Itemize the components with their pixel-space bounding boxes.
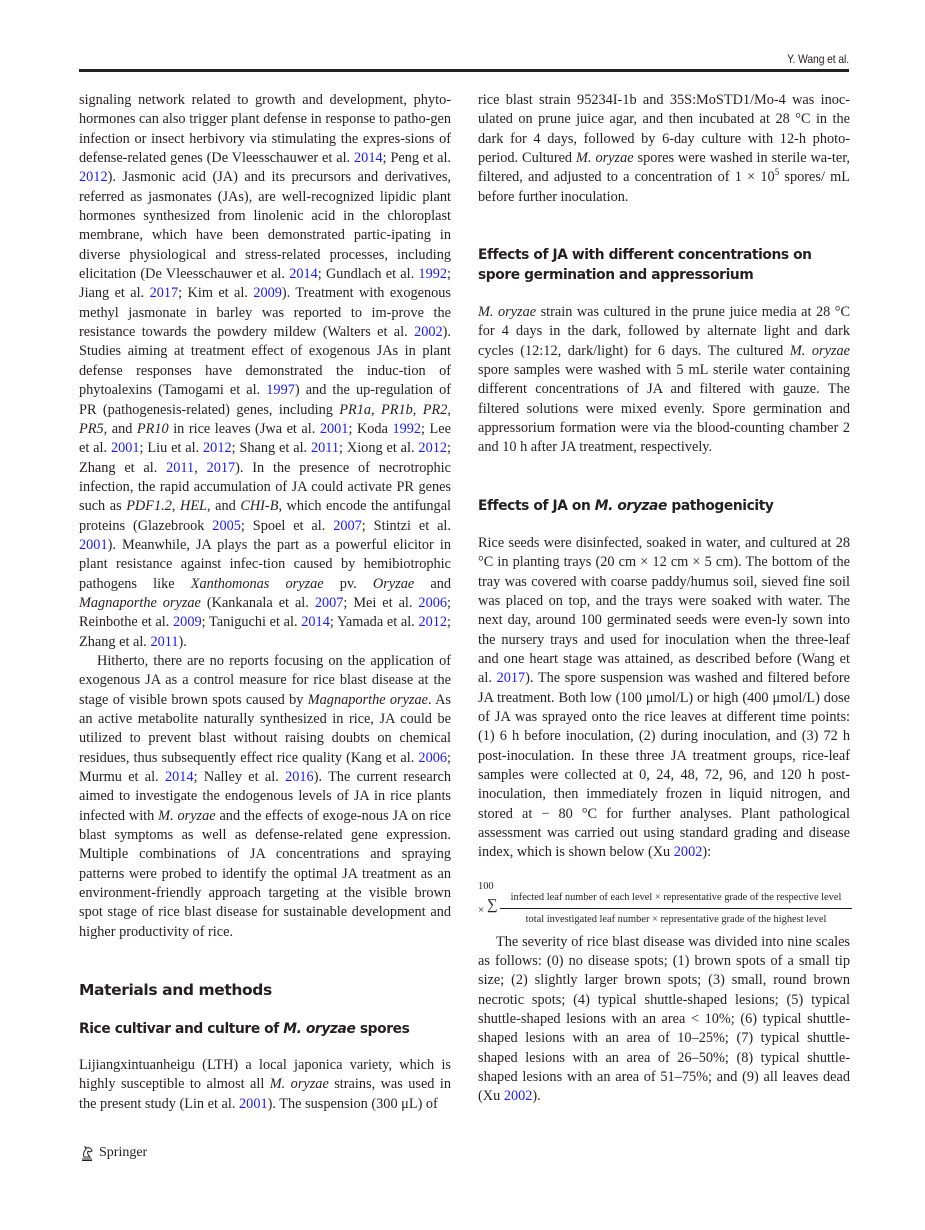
citation-link[interactable]: 2014: [165, 769, 194, 786]
italic-term: M. oryzae: [269, 1076, 329, 1093]
citation-link[interactable]: 1997: [266, 382, 295, 399]
citation-link[interactable]: 2012: [418, 614, 448, 631]
formula-multiplier: 100: [478, 880, 494, 892]
italic-term: HEL: [180, 498, 208, 515]
formula-sigma: ∑: [487, 896, 498, 913]
page-footer: [80, 1145, 147, 1161]
citation-link[interactable]: 2001: [239, 1095, 268, 1112]
italic-term: M. oryzae: [789, 342, 850, 359]
italic-term: PR5: [79, 420, 104, 437]
citation-link[interactable]: 1992: [418, 266, 448, 283]
italic-term: Magnaporthe oryzae: [307, 691, 428, 708]
citation-link[interactable]: 2001: [110, 440, 140, 457]
italic-term: PR1a: [339, 401, 372, 418]
citation-link[interactable]: 2007: [333, 517, 362, 534]
subsection-heading-rice-cultivar: Rice cultivar and culture of M. oryzae spores: [79, 1021, 410, 1038]
italic-term: PR10: [136, 420, 169, 437]
citation-link[interactable]: 2012: [79, 169, 108, 186]
citation-link[interactable]: 2014: [301, 614, 330, 631]
header-rule: [79, 69, 849, 72]
spore-germination-paragraph: M. oryzae strain was cultured in the prune juice media at 28 °C for 4 days in the dark, followed by alternate light and dark cycles (12:12, dark/light) for 6 days. The cultured M. oryzae spore samples were washed with 5 mL sterile water containing different concentrations of JA and filtered with gauze. The filtered solutions were mixed evenly. Spore germination and appressorium formation were via the blood-counting chamber 2 and 10 h after JA treatment, respectively.: [478, 304, 850, 456]
citation-link[interactable]: 2017: [496, 670, 526, 687]
left-column: [79, 91, 451, 1114]
citation-link[interactable]: 2002: [414, 324, 443, 341]
running-head: Y. Wang et al.: [787, 52, 849, 66]
italic-term: Xanthomonas oryzae: [190, 575, 324, 592]
italic-term: M. oryzae: [283, 1021, 356, 1038]
italic-term: PDF1.2: [126, 498, 172, 515]
severity-scale-paragraph: The severity of rice blast disease was divided into nine scales as follows: (0) no disease spots; (1) brown spots of a small tip size; (2) slightly larger brown spots; (3) small, round brown necrotic spots; (4) typical shuttle-shaped lesions; (5) typical shuttle-shaped lesions with an area < 10%; (6) typical shuttle-shaped lesions with an area of 10–25%; (7) typical shuttle-shaped lesions with an area of 26–50%; (8) typical shuttle-shaped lesions with an area of 51–75%; and (9) all leaves dead (Xu 2002).: [478, 933, 850, 1105]
citation-link[interactable]: 2006: [418, 749, 448, 766]
citation-link[interactable]: 2011: [310, 440, 340, 457]
intro-paragraph-1: signaling network related to growth and development, phyto-hormones can also trigger plant defense in response to patho-gen infection or insect herbivory via stimulating the expres-sions of defense-related genes (De Vleesschauwer et al. 2014; Peng et al. 2012). Jasmonic acid (JA) and its precursors and derivatives, referred as jasmonates (JAs), are well-recognized lipidic plant hormones synthesized from linolenic acid in the chloroplast membrane, which have been demonstrated partic-ipating in diverse physiological and stress-related processes, including elicitation (De Vleesschauwer et al. 2014; Gundlach et al. 1992; Jiang et al. 2017; Kim et al. 2009). Treatment with exogenous methyl jasmonate in barley was reported to im-prove the resistance towards the powdery mildew (Walters et al. 2002). Studies aiming at treatment effect of exogenous JAs in plant defense responses have demonstrated the induc-tion of phytoalexins (Tamogami et al. 1997) and the up-regulation of PR (pathogenesis-related) genes, including PR1a, PR1b, PR2, PR5, and PR10 in rice leaves (Jwa et al. 2001; Koda 1992; Lee et al. 2001; Liu et al. 2012; Shang et al. 2011; Xiong et al. 2012; Zhang et al. 2011, 2017). In the presence of necrotrophic infection, the rapid accumulation of JA could activate PR genes such as PDF1.2, HEL, and CHI-B, which encode the antifungal proteins (Glazebrook 2005; Spoel et al. 2007; Stintzi et al. 2001). Meanwhile, JA plays the part as a powerful elicitor in plant resistance against infec-tion caused by hemibiotrophic pathogens like Xanthomonas oryzae pv. Oryzae and Magnaporthe oryzae (Kankanala et al. 2007; Mei et al. 2006; Reinbothe et al. 2009; Taniguchi et al. 2014; Yamada et al. 2012; Zhang et al. 2011).: [79, 92, 452, 650]
citation-link[interactable]: 2006: [418, 594, 448, 611]
citation-link[interactable]: 2001: [319, 420, 349, 437]
citation-link[interactable]: 2009: [173, 614, 202, 631]
intro-paragraph-2: Hitherto, there are no reports focusing on the application of exogenous JA as a control measure for rice blast disease at the stage of visible brown spots caused by Magnaporthe oryzae. As an active metabolite naturally synthesized in rice, JA could be utilized to prevent blast without raising doubts on chemical residues, thus subsequently effect rice quality (Kang et al. 2006; Murmu et al. 2014; Nalley et al. 2016). The current research aimed to investigate the endogenous levels of JA in rice plants infected with M. oryzae and the effects of exoge-nous JA on rice blast symptoms as well as defense-related gene expression. Multiple combinations of JA concentrations and spraying patterns were probed to identify the optimal JA treatment as an environment-friendly approach targeting at the visible brown spot stage of rice blast disease for sustainable development and higher productivity of rice.: [79, 652, 451, 940]
italic-term: CHI-B: [240, 498, 279, 515]
right-column: [478, 91, 850, 1107]
citation-link[interactable]: 2011: [166, 459, 195, 476]
citation-link[interactable]: 2012: [203, 440, 232, 457]
citation-link[interactable]: 2014: [354, 150, 383, 167]
italic-term: M. oryzae: [478, 304, 537, 321]
disease-index-formula: [478, 877, 850, 927]
citation-link[interactable]: 2009: [253, 285, 282, 302]
citation-link[interactable]: 2012: [418, 440, 448, 457]
citation-link[interactable]: 2005: [212, 517, 241, 534]
publisher-name: Springer: [99, 1145, 148, 1160]
superscript: 5: [774, 167, 780, 178]
section-heading-materials-methods: Materials and methods: [79, 981, 272, 1000]
rice-cultivar-paragraph: Lijiangxintuanheigu (LTH) a local japonica variety, which is highly susceptible to almost all M. oryzae strains, was used in the present study (Lin et al. 2001). The suspension (300 μL) of: [79, 1057, 452, 1112]
spore-culture-paragraph: rice blast strain 95234I-1b and 35S:MoSTD1/Mo-4 was inoc-ulated on prune juice agar, and then incubated at 28 °C in the dark for 4 days, followed by 6-day culture with 12-h photo-period. Cultured M. oryzae spores were washed in sterile wa-ter, filtered, and adjusted to a concentration of $1 \times 10^5$ spores/ mL before further inoculation.: [478, 92, 850, 205]
citation-link[interactable]: 2011: [150, 633, 179, 650]
citation-link[interactable]: 2016: [285, 769, 314, 786]
formula-numerator: infected leaf number of each level × representative grade of the respective level: [500, 888, 852, 909]
italic-term: Magnaporthe oryzae: [79, 594, 201, 611]
subsection-heading-spore-germination: Effects of JA with different concentrations on spore germination and appressorium: [478, 247, 812, 284]
italic-term: M. oryzae: [158, 807, 216, 824]
citation-link[interactable]: 2001: [79, 536, 108, 553]
formula-fraction: [500, 888, 852, 930]
citation-link[interactable]: 2002: [503, 1088, 533, 1105]
citation-link[interactable]: 2017: [206, 459, 236, 476]
citation-link[interactable]: 2014: [289, 266, 318, 283]
citation-link[interactable]: 1992: [392, 420, 422, 437]
italic-term: Oryzae: [372, 575, 415, 592]
citation-link[interactable]: 2002: [673, 844, 703, 861]
italic-term: M. oryzae: [594, 497, 667, 514]
italic-term: PR1b: [381, 401, 413, 418]
formula-denominator: total investigated leaf number × representative grade of the highest level: [525, 914, 827, 925]
citation-link[interactable]: 2007: [314, 594, 344, 611]
italic-term: M. oryzae: [576, 150, 634, 167]
subsection-heading-pathogenicity: Effects of JA on M. oryzae pathogenicity: [478, 497, 774, 514]
formula-times-sign: ×: [478, 903, 485, 916]
springer-horse-logo-icon: [80, 1145, 94, 1161]
italic-term: PR2: [422, 401, 448, 418]
citation-link[interactable]: 2017: [149, 285, 179, 302]
pathogenicity-paragraph: Rice seeds were disinfected, soaked in water, and cultured at 28 °C in planting trays (20 cm × 12 cm × 5 cm). The bottom of the tray was covered with coarse paddy/humus soil, sieved fine soil was placed on top, and the trays were soaked with water. The next day, around 100 germinated seeds were even-ly sown into the nursery trays and used for inoculation when the three-leaf and one heart stage was attained, as described before (Wang et al. 2017). The spore suspension was washed and filtered before JA treatment. Both low (100 μmol/L) or high (400 μmol/L) dose of JA was sprayed onto the rice leaves at different time points: (1) 6 h before inoculation, (2) during inoculation, and (3) 72 h post-inoculation. In these three JA treatment groups, rice-leaf samples were collected at 0, 24, 48, 72, 96, and 120 h post-inoculation, then immediately frozen in liquid nitrogen, and stored at − 80 °C for further analyses. Plant pathological assessment was carried out using standard grading and disease index, which is shown below (Xu 2002):: [478, 534, 850, 861]
